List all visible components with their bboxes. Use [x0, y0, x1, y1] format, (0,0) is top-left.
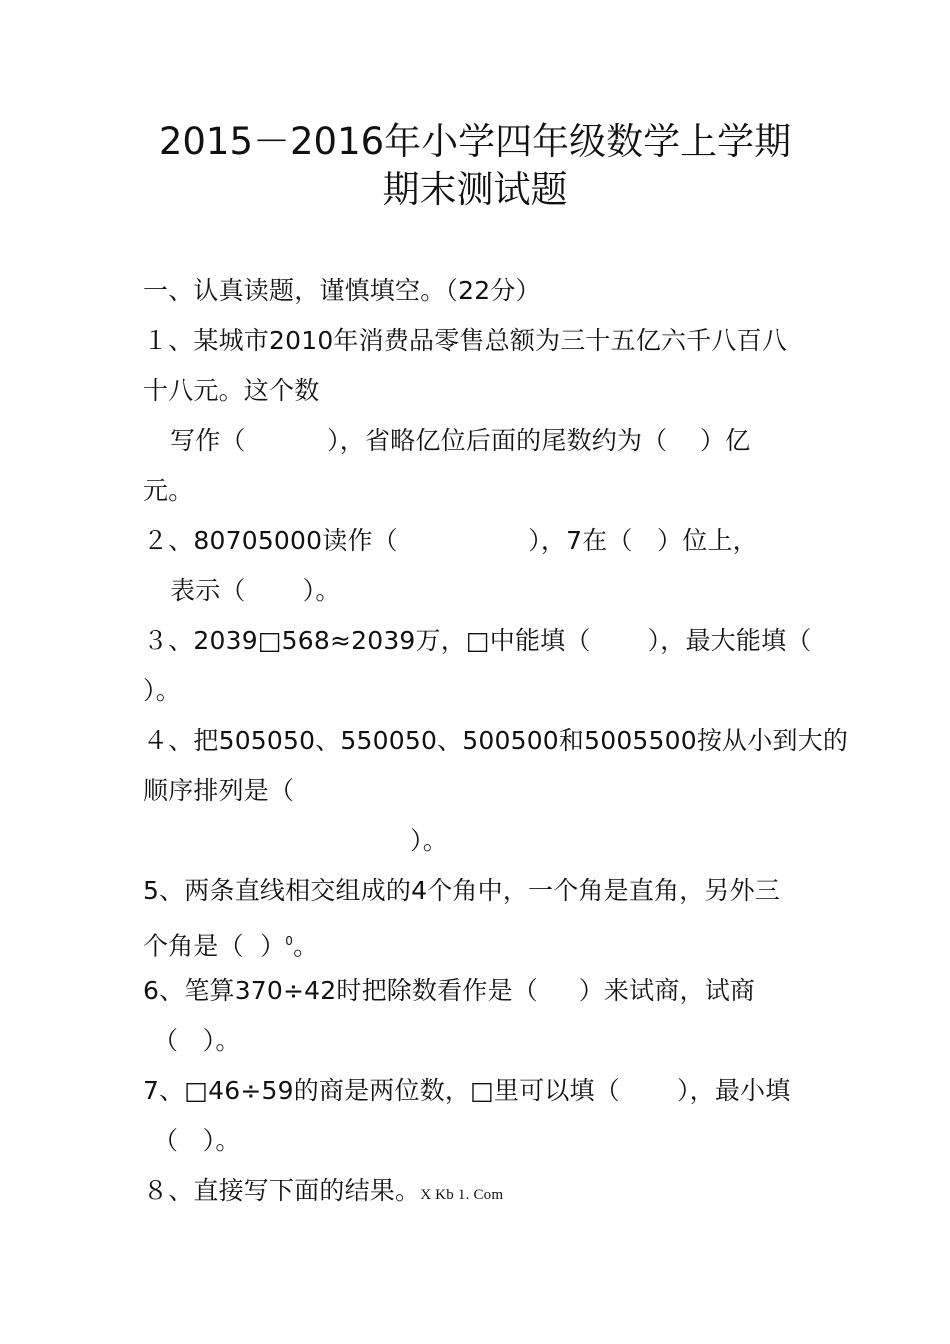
- question-5-line-1: 5、两条直线相交组成的4个角中，一个角是直角，另外三: [143, 876, 781, 905]
- question-5-period: 。: [293, 931, 319, 961]
- degree-superscript: 0: [285, 934, 294, 948]
- question-6-line-2: （ ）。: [153, 1026, 241, 1055]
- question-1-line-3: 写作（ ），省略亿位后面的尾数约为（ ）亿: [170, 426, 751, 455]
- exam-title-line-1: 2015－2016年小学四年级数学上学期: [158, 120, 792, 163]
- exam-title-line-2: 期末测试题: [382, 168, 568, 211]
- question-1-line-2: 十八元。这个数: [143, 376, 320, 405]
- question-6-line-1: 6、笔算370÷42时把除数看作是（ ）来试商，试商: [143, 976, 756, 1005]
- question-4-line-1: ４、把505050、550050、500500和5005500按从小到大的: [143, 726, 849, 755]
- question-4-line-3: ）。: [410, 826, 448, 855]
- question-8-line-1: [143, 1174, 503, 1212]
- question-8-text: ８、直接写下面的结果。: [143, 1176, 421, 1205]
- question-1-line-1: １、某城市2010年消费品零售总额为三十五亿六千八百八: [143, 326, 788, 355]
- question-2-line-1: ２、80705000读作（ ），7在（ ）位上，: [143, 526, 758, 555]
- question-5-text: 个角是（ ）: [143, 931, 286, 961]
- section-heading-fill-in: 一、认真读题，谨慎填空。（22分）: [143, 276, 541, 305]
- question-2-line-2: 表示（ ）。: [170, 576, 341, 605]
- watermark-text: X Kb 1. Com: [420, 1187, 504, 1203]
- question-4-line-2: 顺序排列是（: [143, 776, 295, 805]
- question-7-line-1: 7、□46÷59的商是两位数，□里可以填（ ），最小填: [143, 1076, 791, 1105]
- question-5-line-2: [143, 924, 318, 963]
- question-1-line-4: 元。: [143, 476, 194, 505]
- question-3-line-2: ）。: [143, 676, 181, 705]
- question-7-line-2: （ ）。: [153, 1126, 241, 1155]
- question-3-line-1: ３、2039□568≈2039万，□中能填（ ），最大能填（: [143, 626, 812, 655]
